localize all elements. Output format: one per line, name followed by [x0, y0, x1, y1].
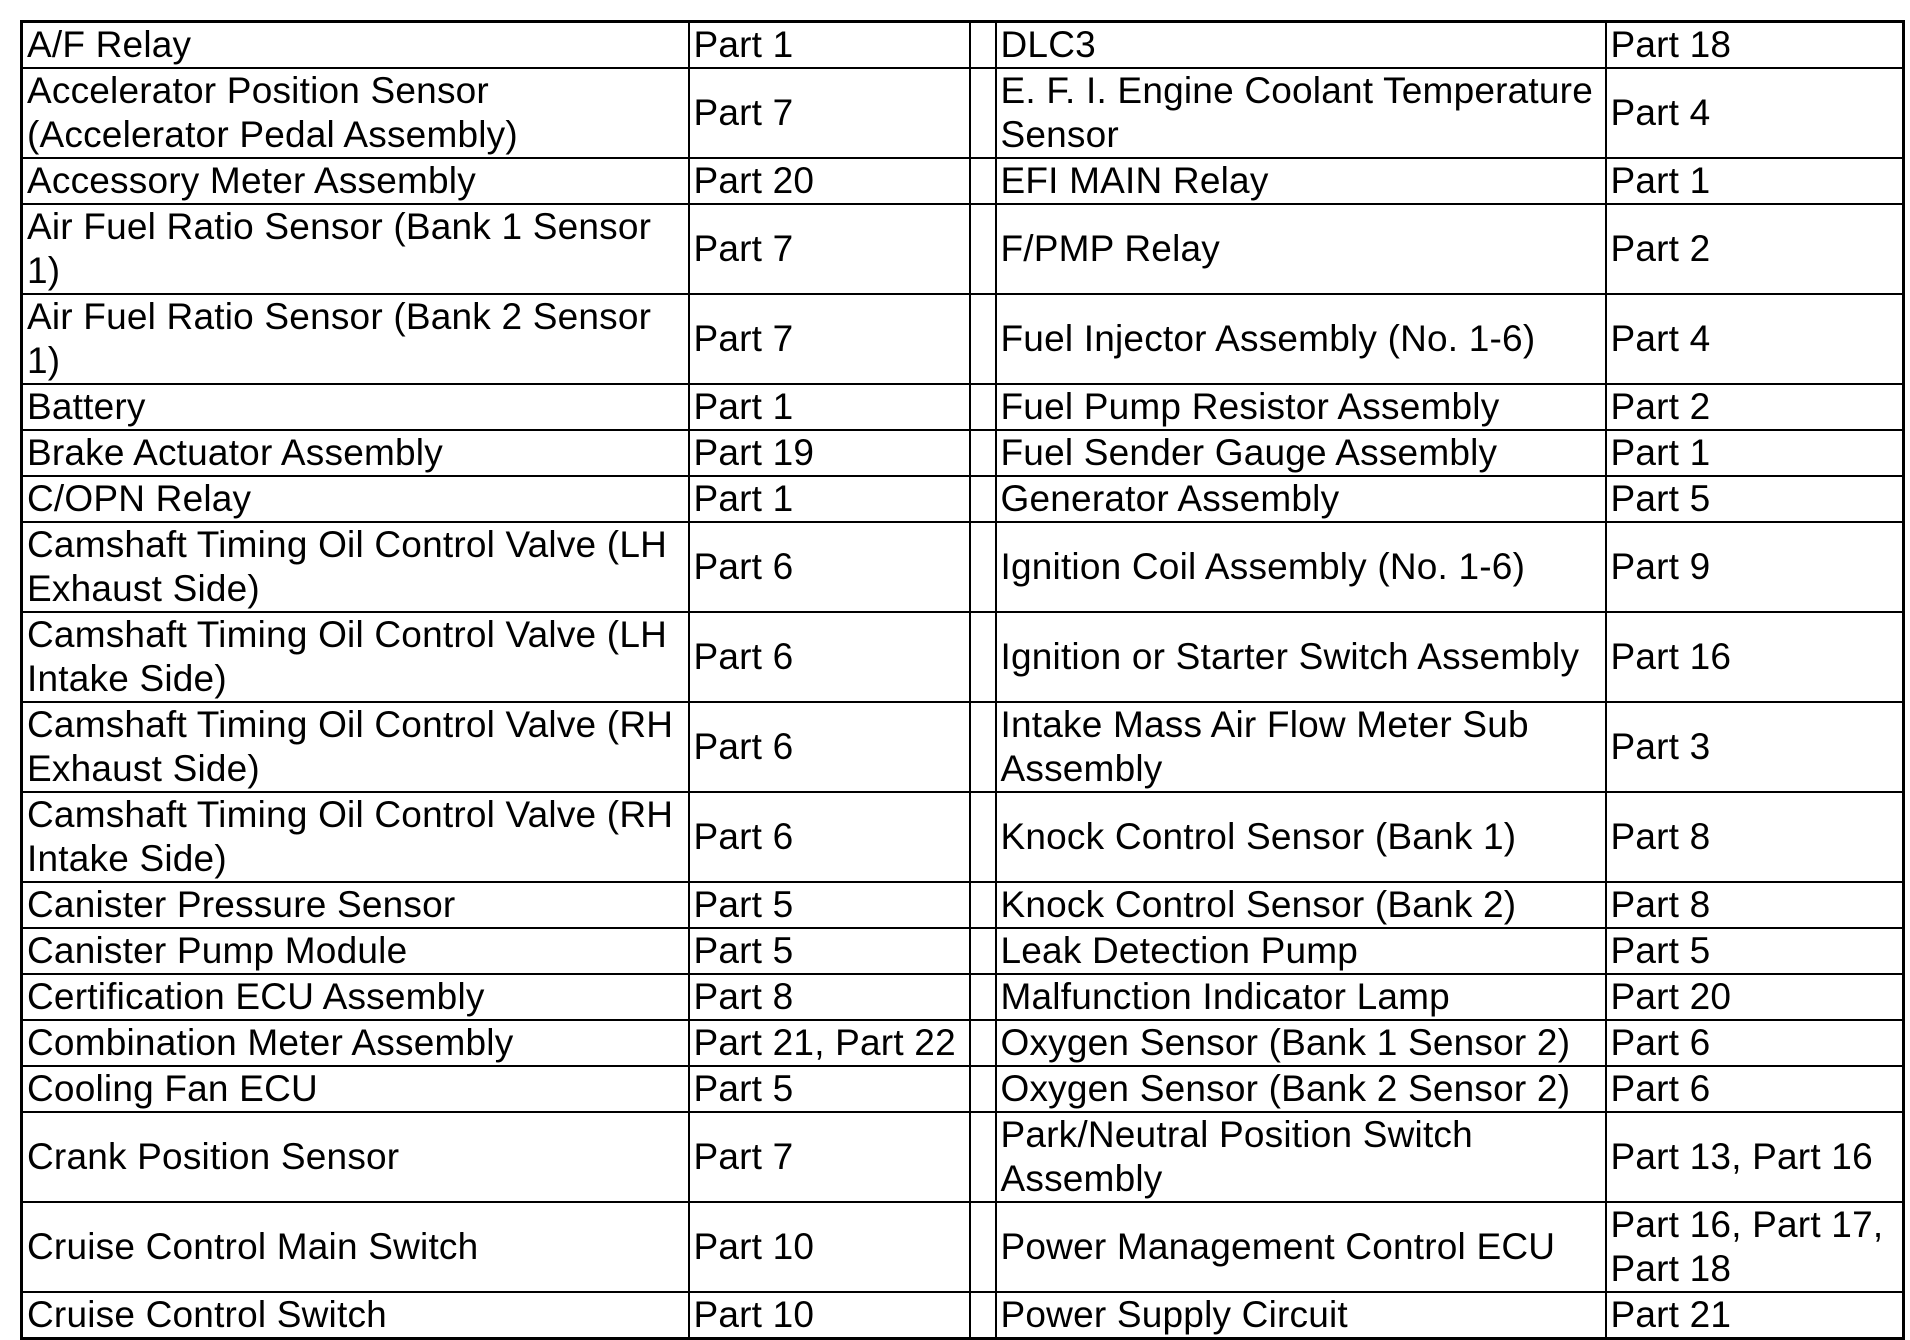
right-part-cell: Part 2 — [1606, 204, 1904, 294]
spacer-cell — [970, 204, 996, 294]
left-component-cell: Battery — [22, 384, 689, 430]
left-part-cell: Part 5 — [689, 1066, 970, 1112]
spacer-cell — [970, 476, 996, 522]
left-component-cell: Accessory Meter Assembly — [22, 158, 689, 204]
spacer-cell — [970, 612, 996, 702]
table-row — [22, 974, 1904, 1020]
spacer-cell — [970, 384, 996, 430]
left-component-cell: Cooling Fan ECU — [22, 1066, 689, 1112]
right-component-cell: Ignition Coil Assembly (No. 1-6) — [996, 522, 1606, 612]
spacer-cell — [970, 430, 996, 476]
spacer-cell — [970, 68, 996, 158]
right-part-cell: Part 8 — [1606, 882, 1904, 928]
right-component-cell: Leak Detection Pump — [996, 928, 1606, 974]
right-part-cell: Part 21 — [1606, 1292, 1904, 1339]
table-row — [22, 294, 1904, 384]
right-component-cell: Malfunction Indicator Lamp — [996, 974, 1606, 1020]
right-part-cell: Part 9 — [1606, 522, 1904, 612]
left-part-cell: Part 8 — [689, 974, 970, 1020]
right-part-cell: Part 4 — [1606, 68, 1904, 158]
right-part-cell: Part 2 — [1606, 384, 1904, 430]
table-row — [22, 1112, 1904, 1202]
left-part-cell: Part 7 — [689, 294, 970, 384]
right-component-cell: Ignition or Starter Switch Assembly — [996, 612, 1606, 702]
spacer-cell — [970, 522, 996, 612]
right-part-cell: Part 20 — [1606, 974, 1904, 1020]
right-part-cell: Part 5 — [1606, 928, 1904, 974]
right-part-cell: Part 16, Part 17, Part 18 — [1606, 1202, 1904, 1292]
right-part-cell: Part 13, Part 16 — [1606, 1112, 1904, 1202]
table-row — [22, 612, 1904, 702]
spacer-cell — [970, 702, 996, 792]
table-row — [22, 702, 1904, 792]
spacer-cell — [970, 1112, 996, 1202]
left-part-cell: Part 7 — [689, 68, 970, 158]
right-part-cell: Part 6 — [1606, 1066, 1904, 1112]
right-part-cell: Part 3 — [1606, 702, 1904, 792]
table-row — [22, 22, 1904, 69]
spacer-cell — [970, 974, 996, 1020]
left-part-cell: Part 1 — [689, 476, 970, 522]
left-part-cell: Part 7 — [689, 204, 970, 294]
table-row — [22, 158, 1904, 204]
left-component-cell: Air Fuel Ratio Sensor (Bank 2 Sensor 1) — [22, 294, 689, 384]
left-component-cell: Certification ECU Assembly — [22, 974, 689, 1020]
right-component-cell: Intake Mass Air Flow Meter Sub Assembly — [996, 702, 1606, 792]
right-component-cell: Power Supply Circuit — [996, 1292, 1606, 1339]
right-component-cell: F/PMP Relay — [996, 204, 1606, 294]
table-row — [22, 384, 1904, 430]
left-part-cell: Part 19 — [689, 430, 970, 476]
left-component-cell: Camshaft Timing Oil Control Valve (RH Intake Side) — [22, 792, 689, 882]
spacer-cell — [970, 1202, 996, 1292]
right-component-cell: E. F. I. Engine Coolant Temperature Sensor — [996, 68, 1606, 158]
table-row — [22, 204, 1904, 294]
table-row — [22, 882, 1904, 928]
table-row — [22, 476, 1904, 522]
left-component-cell: Crank Position Sensor — [22, 1112, 689, 1202]
table-body — [22, 22, 1904, 1339]
spacer-cell — [970, 928, 996, 974]
left-part-cell: Part 10 — [689, 1202, 970, 1292]
table-row — [22, 928, 1904, 974]
left-component-cell: Air Fuel Ratio Sensor (Bank 1 Sensor 1) — [22, 204, 689, 294]
spacer-cell — [970, 158, 996, 204]
left-component-cell: Accelerator Position Sensor (Accelerator Pedal Assembly) — [22, 68, 689, 158]
left-part-cell: Part 10 — [689, 1292, 970, 1339]
right-component-cell: Knock Control Sensor (Bank 2) — [996, 882, 1606, 928]
left-component-cell: Cruise Control Main Switch — [22, 1202, 689, 1292]
left-component-cell: Camshaft Timing Oil Control Valve (LH Exhaust Side) — [22, 522, 689, 612]
right-component-cell: Fuel Sender Gauge Assembly — [996, 430, 1606, 476]
parts-index-sheet — [20, 20, 1905, 1340]
right-component-cell: Oxygen Sensor (Bank 1 Sensor 2) — [996, 1020, 1606, 1066]
table-row — [22, 68, 1904, 158]
spacer-cell — [970, 22, 996, 69]
spacer-cell — [970, 1066, 996, 1112]
right-component-cell: Power Management Control ECU — [996, 1202, 1606, 1292]
right-component-cell: Fuel Pump Resistor Assembly — [996, 384, 1606, 430]
right-part-cell: Part 1 — [1606, 430, 1904, 476]
spacer-cell — [970, 1292, 996, 1339]
right-component-cell: Park/Neutral Position Switch Assembly — [996, 1112, 1606, 1202]
right-part-cell: Part 8 — [1606, 792, 1904, 882]
right-component-cell: Knock Control Sensor (Bank 1) — [996, 792, 1606, 882]
right-component-cell: Oxygen Sensor (Bank 2 Sensor 2) — [996, 1066, 1606, 1112]
left-component-cell: Combination Meter Assembly — [22, 1020, 689, 1066]
left-part-cell: Part 20 — [689, 158, 970, 204]
component-location-table — [20, 20, 1905, 1340]
table-row — [22, 1202, 1904, 1292]
left-part-cell: Part 6 — [689, 702, 970, 792]
table-row — [22, 792, 1904, 882]
left-part-cell: Part 21, Part 22 — [689, 1020, 970, 1066]
right-part-cell: Part 4 — [1606, 294, 1904, 384]
table-row — [22, 1292, 1904, 1339]
left-component-cell: Canister Pump Module — [22, 928, 689, 974]
left-component-cell: Cruise Control Switch — [22, 1292, 689, 1339]
left-part-cell: Part 5 — [689, 928, 970, 974]
right-component-cell: Fuel Injector Assembly (No. 1-6) — [996, 294, 1606, 384]
left-part-cell: Part 7 — [689, 1112, 970, 1202]
table-row — [22, 1066, 1904, 1112]
left-component-cell: Canister Pressure Sensor — [22, 882, 689, 928]
left-part-cell: Part 6 — [689, 612, 970, 702]
spacer-cell — [970, 1020, 996, 1066]
spacer-cell — [970, 882, 996, 928]
table-row — [22, 430, 1904, 476]
left-part-cell: Part 6 — [689, 522, 970, 612]
spacer-cell — [970, 294, 996, 384]
right-component-cell: Generator Assembly — [996, 476, 1606, 522]
right-component-cell: DLC3 — [996, 22, 1606, 69]
left-part-cell: Part 6 — [689, 792, 970, 882]
left-part-cell: Part 1 — [689, 384, 970, 430]
right-component-cell: EFI MAIN Relay — [996, 158, 1606, 204]
left-part-cell: Part 1 — [689, 22, 970, 69]
left-component-cell: Camshaft Timing Oil Control Valve (RH Exhaust Side) — [22, 702, 689, 792]
left-component-cell: Brake Actuator Assembly — [22, 430, 689, 476]
table-row — [22, 522, 1904, 612]
right-part-cell: Part 16 — [1606, 612, 1904, 702]
right-part-cell: Part 5 — [1606, 476, 1904, 522]
table-row — [22, 1020, 1904, 1066]
right-part-cell: Part 18 — [1606, 22, 1904, 69]
left-component-cell: A/F Relay — [22, 22, 689, 69]
left-component-cell: Camshaft Timing Oil Control Valve (LH Intake Side) — [22, 612, 689, 702]
right-part-cell: Part 1 — [1606, 158, 1904, 204]
right-part-cell: Part 6 — [1606, 1020, 1904, 1066]
spacer-cell — [970, 792, 996, 882]
left-component-cell: C/OPN Relay — [22, 476, 689, 522]
left-part-cell: Part 5 — [689, 882, 970, 928]
